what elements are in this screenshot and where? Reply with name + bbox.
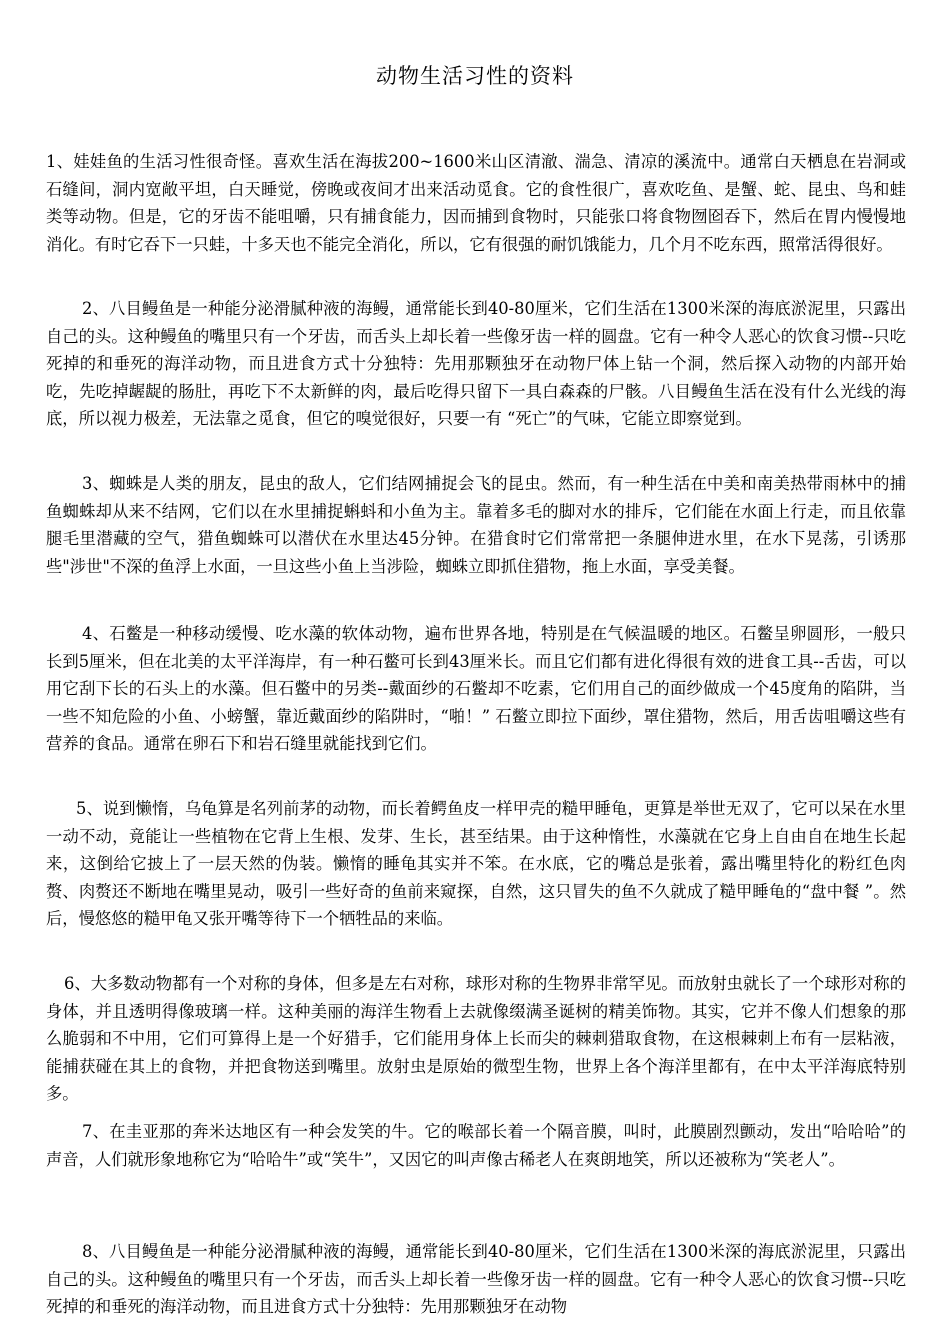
paragraph-1: 1、娃娃鱼的生活习性很奇怪。喜欢生活在海拔200~1600米山区清澈、湍急、清凉的溪流中。通常白天栖息在岩洞或石缝间，洞内宽敞平坦，白天睡觉，傍晚或夜间才出来活动觅食。它的食性很广，喜欢吃鱼、是蟹、蛇、昆虫、鸟和蛙类等动物。但是，它的牙齿不能咀嚼，只有捕食能力，因而捕到食物时，只能张口将食物囫囵吞下，然后在胃内慢慢地消化。有时它吞下一只蛙，十多天也不能完全消化，所以，它有很强的耐饥饿能力，几个月不吃东西，照常活得很好。 bbox=[46, 152, 906, 254]
paragraph-5: 5、说到懒惰，乌龟算是名列前茅的动物，而长着鳄鱼皮一样甲壳的糙甲睡龟，更算是举世无双了，它可以呆在水里一动不动，竟能让一些植物在它背上生根、发芽、生长，甚至结果。由于这种惰性，水藻就在它身上自由自在地生长起来，这倒给它披上了一层天然的伪装。懒惰的睡龟其实并不笨。在水底，它的嘴总是张着，露出嘴里特化的粉红色肉赘、肉赘还不断地在嘴里晃动，吸引一些好奇的鱼前来窥探，自然，这只冒失的鱼不久就成了糙甲睡龟的“盘中餐 ”。然后，慢悠悠的糙甲龟又张开嘴等待下一个牺牲品的来临。 bbox=[46, 799, 906, 929]
document-title: 动物生活习性的资料 bbox=[376, 64, 574, 88]
paragraph-2: 2、八目鳗鱼是一种能分泌滑腻种液的海鳗，通常能长到40-80厘米，它们生活在1300米深的海底淤泥里，只露出自己的头。这种鳗鱼的嘴里只有一个牙齿，而舌头上却长着一些像牙齿一样的圆盘。它有一种令人恶心的饮食习惯--只吃死掉的和垂死的海洋动物，而且进食方式十分独特：先用那颗独牙在动物尸体上钻一个洞，然后探入动物的内部开始吃，先吃掉龌龊的肠肚，再吃下不太新鲜的肉，最后吃得只留下一具白森森的尸骸。八目鳗鱼生活在没有什么光线的海底，所以视力极差，无法靠之觅食，但它的嗅觉很好，只要一有 “死亡”的气味，它能立即察觉到。 bbox=[46, 299, 906, 429]
paragraph-4: 4、石鳖是一种移动缓慢、吃水藻的软体动物，遍布世界各地，特别是在气候温暖的地区。石鳖呈卵圆形，一般只长到5厘米，但在北美的太平洋海岸，有一种石鳖可长到43厘米长。而且它们都有进化得很有效的进食工具--舌齿，可以用它刮下长的石头上的水藻。但石鳖中的另类--戴面纱的石鳖却不吃素，它们用自己的面纱做成一个45度角的陷阱，当一些不知危险的小鱼、小螃蟹，靠近戴面纱的陷阱时，“啪！” 石鳖立即拉下面纱，罩住猎物，然后，用舌齿咀嚼这些有营养的食品。通常在卵石下和岩石缝里就能找到它们。 bbox=[46, 624, 906, 754]
paragraph-7: 7、在圭亚那的奔米达地区有一种会发笑的牛。它的喉部长着一个隔音膜，叫时，此膜剧烈颤动，发出“哈哈哈”的声音，人们就形象地称它为“哈哈牛”或“笑牛”，又因它的叫声像古稀老人在爽朗地笑，所以还被称为“笑老人”。 bbox=[46, 1122, 906, 1169]
paragraph-3: 3、蜘蛛是人类的朋友，昆虫的敌人，它们结网捕捉会飞的昆虫。然而，有一种生活在中美和南美热带雨林中的捕鱼蜘蛛却从来不结网，它们以在水里捕捉蝌蚪和小鱼为主。靠着多毛的脚对水的排斥，它们能在水面上行走，而且依靠腿毛里潜藏的空气，猎鱼蜘蛛可以潜伏在水里达45分钟。在猎食时它们常常把一条腿伸进水里，在水下晃荡，引诱那些"涉世"不深的鱼浮上水面，一旦这些小鱼上当涉险，蜘蛛立即抓住猎物，拖上水面，享受美餐。 bbox=[46, 474, 906, 576]
paragraph-8: 8、八目鳗鱼是一种能分泌滑腻种液的海鳗，通常能长到40-80厘米，它们生活在1300米深的海底淤泥里，只露出自己的头。这种鳗鱼的嘴里只有一个牙齿，而舌头上却长着一些像牙齿一样的圆盘。它有一种令人恶心的饮食习惯--只吃死掉的和垂死的海洋动物，而且进食方式十分独特：先用那颗独牙在动物 bbox=[46, 1242, 906, 1317]
paragraph-6: 6、大多数动物都有一个对称的身体，但多是左右对称，球形对称的生物界非常罕见。而放射虫就长了一个球形对称的身体，并且透明得像玻璃一样。这种美丽的海洋生物看上去就像缀满圣诞树的精美饰物。其实，它并不像人们想象的那么脆弱和不中用，它们可算得上是一个好猎手，它们能用身体上长而尖的棘刺猎取食物，在这根棘刺上布有一层粘液，能捕获碰在其上的食物，并把食物送到嘴里。放射虫是原始的微型生物，世界上各个海洋里都有，在中太平洋海底特别多。 bbox=[46, 974, 906, 1104]
